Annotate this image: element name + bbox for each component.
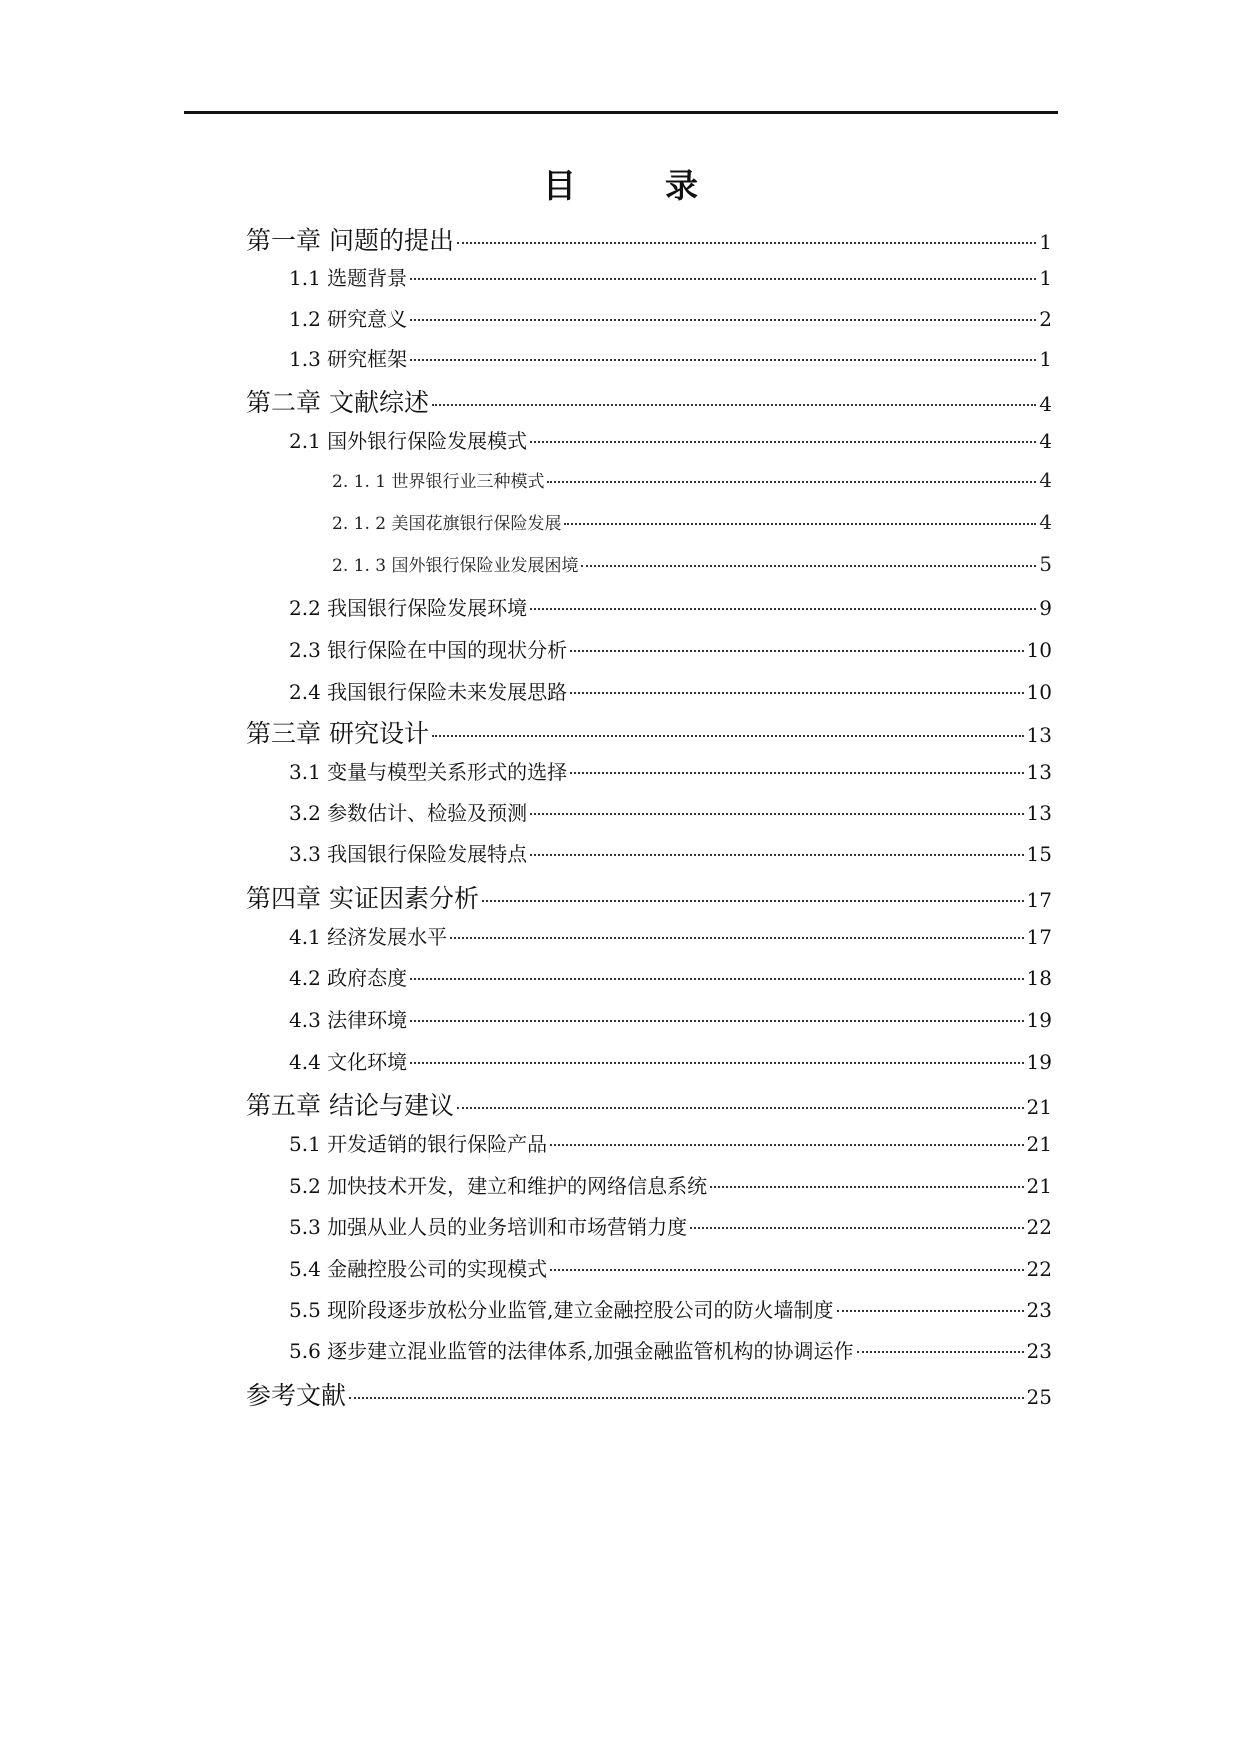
toc-label: 3.1 变量与模型关系形式的选择 — [289, 760, 568, 784]
toc-section-2-4[interactable] — [289, 676, 1052, 710]
toc-page-number: 13 — [1026, 801, 1052, 825]
toc-chapter-3[interactable] — [246, 714, 1052, 748]
dot-leader — [410, 1020, 1023, 1022]
toc-label: 5.5 现阶段逐步放松分业监管,建立金融控股公司的防火墙制度 — [289, 1298, 834, 1322]
dot-leader — [530, 441, 1036, 443]
dot-leader — [457, 242, 1036, 244]
toc-label: 3.2 参数估计、检验及预测 — [289, 801, 528, 825]
toc-label: 5.4 金融控股公司的实现模式 — [289, 1257, 548, 1281]
toc-section-2-2[interactable] — [289, 592, 1052, 626]
dot-leader — [564, 523, 1036, 525]
toc-section-5-6[interactable] — [289, 1335, 1052, 1369]
dot-leader — [410, 319, 1036, 321]
dot-leader — [530, 608, 1036, 610]
toc-page-number: 2 — [1039, 307, 1052, 331]
toc-page-number: 22 — [1026, 1257, 1052, 1281]
dot-leader — [857, 1351, 1024, 1353]
dot-leader — [410, 978, 1023, 980]
dot-leader — [710, 1186, 1023, 1188]
toc-section-5-3[interactable] — [289, 1211, 1052, 1245]
toc-label: 2.2 我国银行保险发展环境 — [289, 596, 528, 620]
dot-leader — [837, 1310, 1024, 1312]
toc-label: 4.1 经济发展水平 — [289, 925, 448, 949]
toc-label: 5.3 加强从业人员的业务培训和市场营销力度 — [289, 1215, 688, 1239]
dot-leader — [690, 1227, 1023, 1229]
toc-page-number: 1 — [1039, 266, 1052, 290]
toc-page-number: 10 — [1026, 680, 1052, 704]
dot-leader — [410, 1062, 1023, 1064]
toc-section-1-1[interactable] — [289, 262, 1052, 296]
toc-page-number: 19 — [1026, 1050, 1052, 1074]
toc-page-number: 4 — [1039, 429, 1052, 453]
toc-label: 4.4 文化环境 — [289, 1050, 408, 1074]
dot-leader — [482, 900, 1024, 902]
toc-page-number: 4 — [1039, 510, 1052, 534]
toc-page-number: 23 — [1026, 1339, 1052, 1363]
dot-leader — [457, 1107, 1024, 1109]
toc-chapter-1[interactable] — [246, 221, 1052, 255]
toc-label: 4.3 法律环境 — [289, 1008, 408, 1032]
dot-leader — [432, 404, 1036, 406]
toc-label: 1.2 研究意义 — [289, 307, 408, 331]
toc-label: 2. 1. 1 世界银行业三种模式 — [332, 472, 545, 492]
toc-label: 第二章 文献综述 — [246, 388, 429, 417]
toc-label: 第五章 结论与建议 — [246, 1091, 454, 1120]
toc-page-number: 23 — [1026, 1298, 1052, 1322]
toc-section-5-5[interactable] — [289, 1294, 1052, 1328]
toc-section-3-2[interactable] — [289, 797, 1052, 831]
toc-page-number: 22 — [1026, 1215, 1052, 1239]
dot-leader — [547, 481, 1036, 483]
toc-section-4-2[interactable] — [289, 962, 1052, 996]
toc-label: 第四章 实证因素分析 — [246, 884, 479, 913]
toc-section-2-3[interactable] — [289, 634, 1052, 668]
dot-leader — [349, 1397, 1024, 1399]
toc-section-1-3[interactable] — [289, 343, 1052, 377]
toc-label: 第一章 问题的提出 — [246, 226, 454, 255]
toc-page-number: 1 — [1039, 347, 1052, 371]
toc-section-5-2[interactable] — [289, 1170, 1052, 1204]
toc-label: 4.2 政府态度 — [289, 966, 408, 990]
toc-title: 目 录 — [543, 166, 726, 205]
dot-leader — [550, 1144, 1023, 1146]
dot-leader — [570, 692, 1023, 694]
toc-page-number: 9 — [1039, 596, 1052, 620]
dot-leader — [570, 772, 1023, 774]
dot-leader — [410, 278, 1036, 280]
dot-leader — [530, 813, 1023, 815]
dot-leader — [530, 854, 1023, 856]
toc-label: 5.6 逐步建立混业监管的法律体系,加强金融监管机构的协调运作 — [289, 1339, 854, 1363]
dot-leader — [581, 565, 1036, 567]
dot-leader — [410, 359, 1036, 361]
toc-page-number: 21 — [1026, 1095, 1052, 1119]
toc-section-1-2[interactable] — [289, 303, 1052, 337]
toc-label: 2.3 银行保险在中国的现状分析 — [289, 638, 568, 662]
toc-section-3-3[interactable] — [289, 838, 1052, 872]
toc-page-number: 18 — [1026, 966, 1052, 990]
toc-page-number: 13 — [1026, 760, 1052, 784]
toc-section-3-1[interactable] — [289, 756, 1052, 790]
toc-subsection-2-1-2[interactable] — [332, 509, 1052, 543]
toc-subsection-2-1-1[interactable] — [332, 467, 1052, 501]
toc-subsection-2-1-3[interactable] — [332, 551, 1052, 585]
toc-page-number: 4 — [1039, 392, 1052, 416]
toc-page-number: 15 — [1026, 842, 1052, 866]
dot-leader — [550, 1269, 1023, 1271]
toc-label: 5.1 开发适销的银行保险产品 — [289, 1132, 548, 1156]
toc-label: 2. 1. 2 美国花旗银行保险发展 — [332, 514, 562, 534]
toc-page-number: 4 — [1039, 468, 1052, 492]
toc-label: 3.3 我国银行保险发展特点 — [289, 842, 528, 866]
toc-label: 1.3 研究框架 — [289, 347, 408, 371]
toc-chapter-5[interactable] — [246, 1086, 1052, 1120]
toc-section-4-3[interactable] — [289, 1004, 1052, 1038]
toc-section-4-1[interactable] — [289, 921, 1052, 955]
toc-section-2-1[interactable] — [289, 425, 1052, 459]
toc-page-number: 17 — [1026, 888, 1052, 912]
toc-label: 5.2 加快技术开发，建立和维护的网络信息系统 — [289, 1174, 708, 1198]
toc-page-number: 13 — [1026, 723, 1052, 747]
toc-page-number: 10 — [1026, 638, 1052, 662]
toc-chapter-4[interactable] — [246, 879, 1052, 913]
toc-page-number: 5 — [1039, 552, 1052, 576]
toc-label: 参考文献 — [246, 1381, 347, 1410]
toc-chapter-2[interactable] — [246, 383, 1052, 417]
toc-page-number: 19 — [1026, 1008, 1052, 1032]
toc-page-number: 25 — [1026, 1385, 1052, 1409]
toc-references[interactable] — [246, 1376, 1052, 1410]
toc-section-5-1[interactable] — [289, 1128, 1052, 1162]
dot-leader — [570, 650, 1023, 652]
dot-leader — [450, 937, 1023, 939]
toc-page-number: 17 — [1026, 925, 1052, 949]
toc-label: 2.1 国外银行保险发展模式 — [289, 429, 528, 453]
toc-label: 第三章 研究设计 — [246, 719, 429, 748]
toc-page-number: 1 — [1039, 230, 1052, 254]
toc-page-number: 21 — [1026, 1174, 1052, 1198]
toc-label: 2. 1. 3 国外银行保险业发展困境 — [332, 556, 579, 576]
toc-page-number: 21 — [1026, 1132, 1052, 1156]
dot-leader — [432, 735, 1024, 737]
toc-label: 2.4 我国银行保险未来发展思路 — [289, 680, 568, 704]
toc-label: 1.1 选题背景 — [289, 266, 408, 290]
toc-section-4-4[interactable] — [289, 1046, 1052, 1080]
toc-section-5-4[interactable] — [289, 1253, 1052, 1287]
